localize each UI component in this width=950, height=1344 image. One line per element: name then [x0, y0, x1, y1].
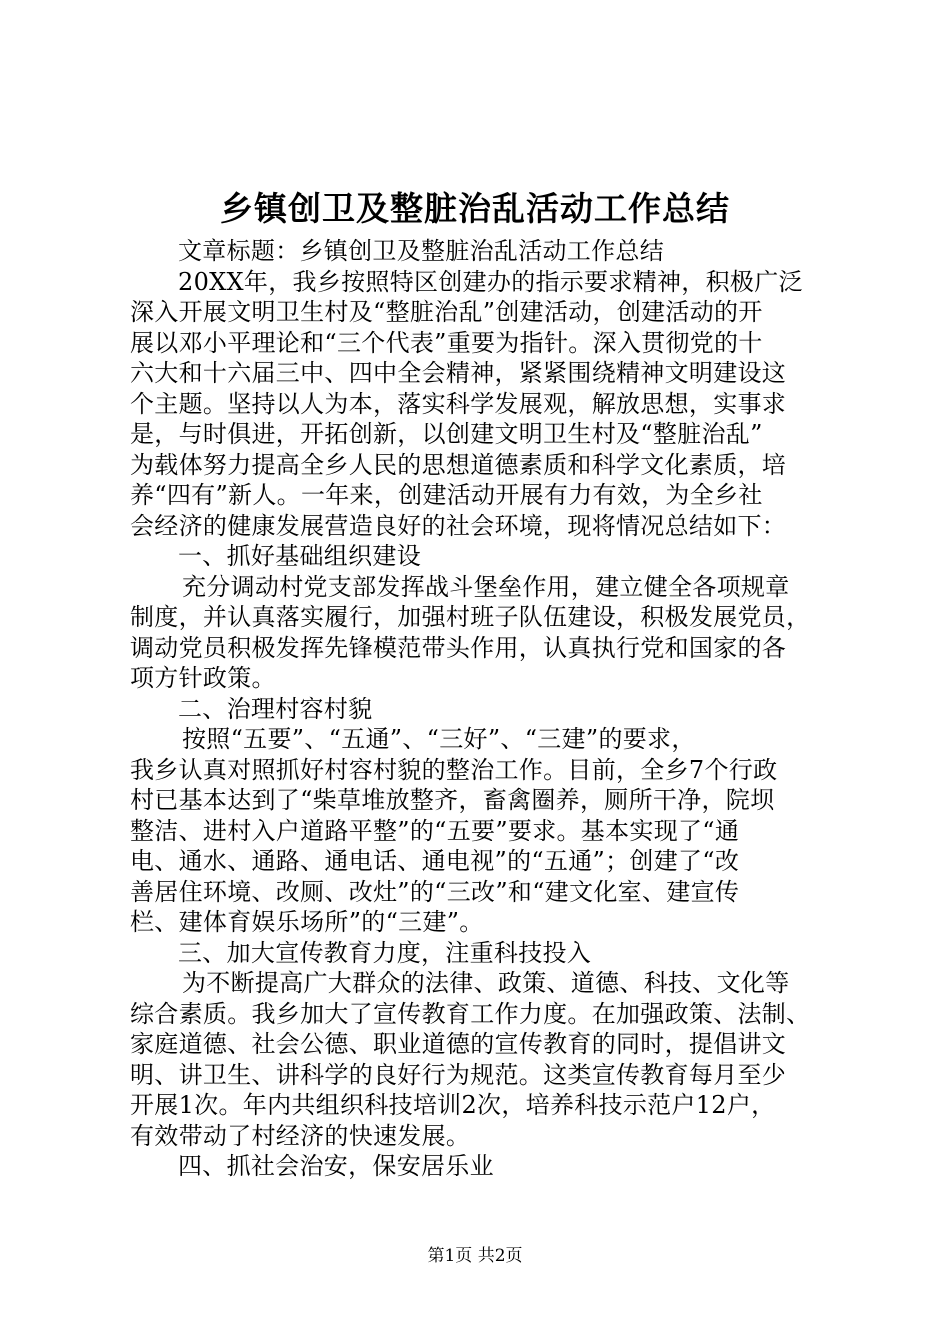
paragraph-line: 展以邓小平理论和“三个代表”重要为指针。深入贯彻党的十: [130, 328, 763, 357]
document-title: 乡镇创卫及整脏治乱活动工作总结: [220, 189, 730, 228]
paragraph-line: 按照“五要”、“五通”、“三好”、“三建”的要求，: [182, 725, 696, 753]
paragraph-line: 为不断提高广大群众的法律、政策、道德、科技、文化等: [182, 969, 790, 997]
paragraph-line: 开展1次。年内共组织科技培训2次，培养科技示范户12户，: [130, 1091, 776, 1119]
article-title-line: 文章标题：乡镇创卫及整脏治乱活动工作总结: [178, 237, 664, 265]
section-heading: 一、抓好基础组织建设: [178, 542, 421, 570]
paragraph-line: 六大和十六届三中、四中全会精神，紧紧围绕精神文明建设这: [130, 359, 787, 387]
page-footer: 第1页 共2页: [427, 1246, 523, 1266]
paragraph-line: 电、通水、通路、通电话、通电视”的“五通”；创建了“改: [130, 847, 740, 875]
paragraph-line: 个主题。坚持以人为本，落实科学发展观，解放思想，实事求: [130, 389, 787, 418]
paragraph-line: 深入开展文明卫生村及“整脏治乱”创建活动，创建活动的开: [130, 298, 763, 326]
paragraph-line: 调动党员积极发挥先锋模范带头作用，认真执行党和国家的各: [130, 633, 787, 662]
paragraph-line: 整洁、进村入户道路平整”的“五要”要求。基本实现了“通: [130, 816, 740, 845]
paragraph-line: 家庭道德、社会公德、职业道德的宣传教育的同时，提倡讲文: [130, 1030, 787, 1058]
section-heading: 二、治理村容村貌: [178, 694, 373, 723]
paragraph-line: 有效带动了村经济的快速发展。: [130, 1121, 471, 1150]
paragraph-line: 栏、建体育娱乐场所”的“三建”。: [130, 908, 484, 936]
paragraph-line: 会经济的健康发展营造良好的社会环境，现将情况总结如下：: [130, 511, 787, 540]
paragraph-line: 综合素质。我乡加大了宣传教育工作力度。在加强政策、法制、: [130, 999, 811, 1028]
paragraph-line: 我乡认真对照抓好村容村貌的整治工作。目前，全乡7个行政: [130, 755, 778, 784]
paragraph-line: 20XX年，我乡按照特区创建办的指示要求精神，积极广泛: [178, 267, 803, 296]
section-heading: 四、抓社会治安，保安居乐业: [178, 1152, 494, 1180]
paragraph-line: 充分调动村党支部发挥战斗堡垒作用，建立健全各项规章: [182, 572, 790, 601]
paragraph-line: 明、讲卫生、讲科学的良好行为规范。这类宣传教育每月至少: [130, 1060, 787, 1089]
document-body: [130, 236, 832, 1182]
section-heading: 三、加大宣传教育力度，注重科技投入: [178, 938, 592, 967]
paragraph-line: 善居住环境、改厕、改灶”的“三改”和“建文化室、建宣传: [130, 877, 740, 906]
paragraph-line: 制度，并认真落实履行，加强村班子队伍建设，积极发展党员，: [130, 603, 811, 631]
paragraph-line: 养“四有”新人。一年来，创建活动开展有力有效，为全乡社: [130, 481, 763, 509]
paragraph-line: 村已基本达到了“柴草堆放整齐，畜禽圈养，厕所干净，院坝: [130, 786, 775, 814]
paragraph-line: 项方针政策。: [130, 664, 276, 692]
paragraph-line: 是，与时俱进，开拓创新，以创建文明卫生村及“整脏治乱”: [130, 420, 763, 448]
paragraph-line: 为载体努力提高全乡人民的思想道德素质和科学文化素质，培: [130, 450, 787, 479]
